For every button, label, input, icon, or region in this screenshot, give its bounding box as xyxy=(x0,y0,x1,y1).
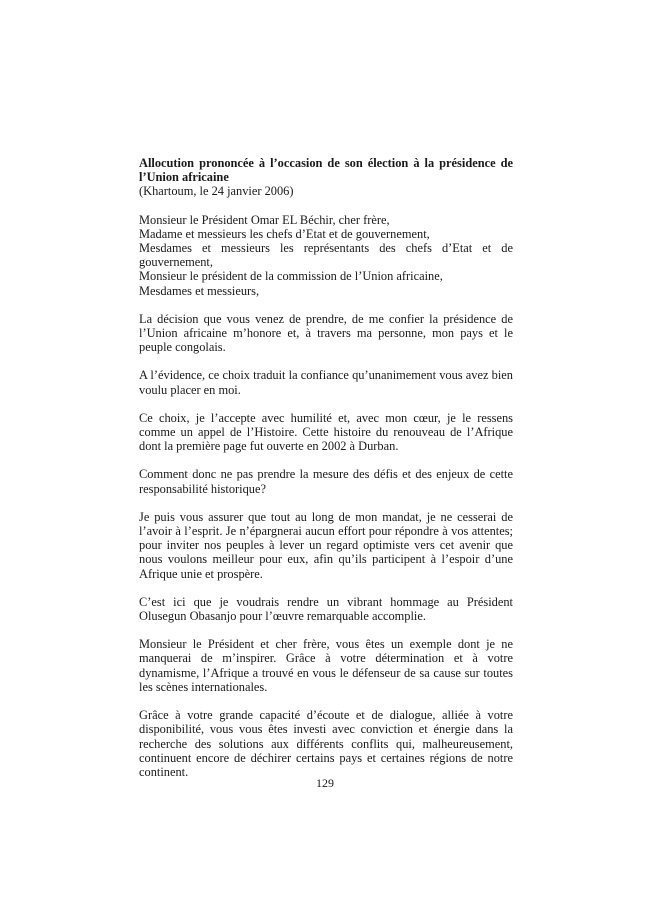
paragraph: Monsieur le Président et cher frère, vous êtes un exemple dont je ne manquerai de m’inspirer. Grâce à votre détermination et à votre dynamisme, l’Afrique a trouvé en vous le défenseur de sa cause sur toutes les scènes internationales. xyxy=(139,637,513,694)
speech-date-location: (Khartoum, le 24 janvier 2006) xyxy=(139,184,294,199)
salutation-block xyxy=(139,213,513,298)
paragraph: Je puis vous assurer que tout au long de mon mandat, je ne cesserai de l’avoir à l’esprit. Je n’épargnerai aucun effort pour répondre à vos attentes; pour inviter nos peuples à lever un regard optimiste vers cet avenir que nous voulons meilleur pour eux, afin qu’ils participent à l’espoir d’une Afrique unie et prospère. xyxy=(139,509,513,581)
paragraph: Grâce à votre grande capacité d’écoute et de dialogue, alliée à votre disponibilité, vous vous êtes investi avec conviction et énergie dans la recherche des solutions aux différents conflits qui, malheureusement, continuent encore de déchirer certains pays et certaines régions de notre continent. xyxy=(139,708,513,779)
paragraph: C’est ici que je voudrais rendre un vibrant hommage au Président Olusegun Obasanjo pour l’œuvre remarquable accomplie. xyxy=(139,594,513,624)
speech-title: Allocution prononcée à l’occasion de son élection à la présidence de l’Union africaine xyxy=(139,156,513,185)
salutation-line: Monsieur le Président Omar EL Béchir, cher frère, xyxy=(139,212,390,227)
salutation-line: Mesdames et messieurs, xyxy=(139,283,260,298)
salutation-line: Madame et messieurs les chefs d’Etat et de gouvernement, xyxy=(139,226,430,241)
paragraph: Ce choix, je l’accepte avec humilité et, avec mon cœur, je le ressens comme un appel de l’Histoire. Cette histoire du renouveau de l’Afrique dont la première page fut ouverte en 2002 à Durban. xyxy=(139,410,513,454)
paragraph: Comment donc ne pas prendre la mesure des défis et des enjeux de cette responsabilité historique? xyxy=(139,467,513,496)
salutation-line: Monsieur le président de la commission de l’Union africaine, xyxy=(139,269,443,284)
paragraph: La décision que vous venez de prendre, de me confier la présidence de l’Union africaine m’honore et, à travers ma personne, mon pays et le peuple congolais. xyxy=(139,311,513,355)
document-body xyxy=(139,156,513,779)
salutation-line: Mesdames et messieurs les représentants des chefs d’Etat et de xyxy=(139,241,513,256)
salutation-line: gouvernement, xyxy=(139,255,213,270)
paragraph: A l’évidence, ce choix traduit la confiance qu’unanimement vous avez bien voulu placer en moi. xyxy=(139,368,513,397)
page-number: 129 xyxy=(316,776,334,790)
